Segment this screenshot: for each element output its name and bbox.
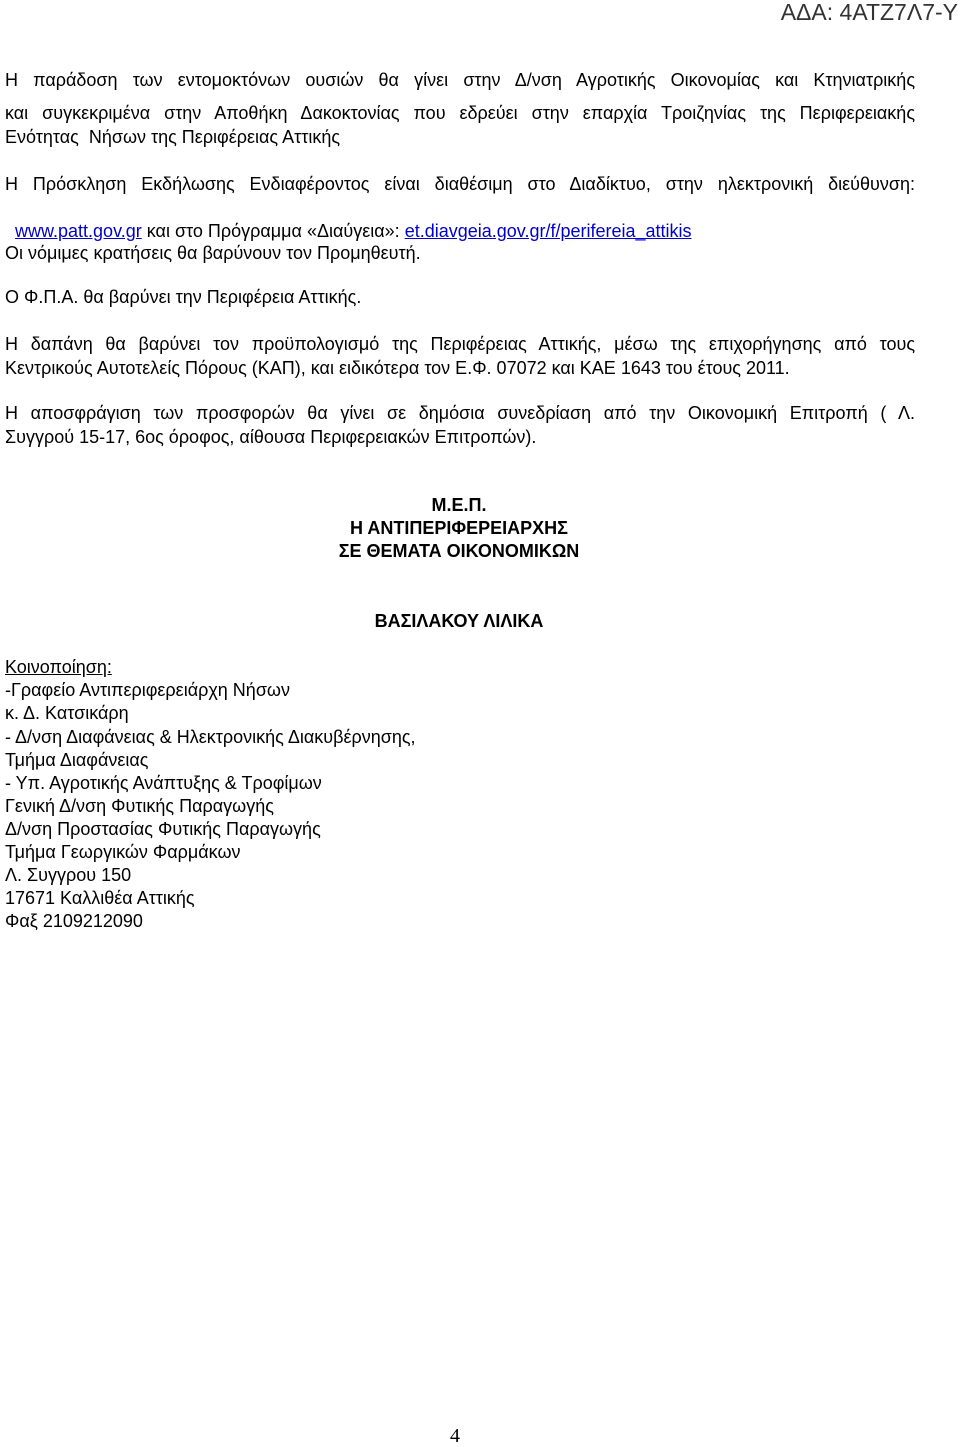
distribution-line: - Υπ. Αγροτικής Ανάπτυξης & Τροφίμων: [5, 773, 322, 793]
delivery-paragraph-line-1: Η παράδοση των εντομοκτόνων ουσιών θα γίνει στην Δ/νση Αγροτικής Οικονομίας και Κτηνιατρικής: [5, 70, 915, 90]
diavgeia-link[interactable]: et.diavgeia.gov.gr/f/perifereia_attikis: [404, 221, 692, 241]
delivery-paragraph-line-3: Ενότητας Νήσων της Περιφέρειας Αττικής: [5, 127, 341, 147]
signature-org: Μ.Ε.Π.: [431, 495, 487, 515]
invitation-paragraph-line-1: Η Πρόσκληση Εκδήλωσης Ενδιαφέροντος είναι διαθέσιμη στο Διαδίκτυο, στην ηλεκτρονική διεύθυνση:: [5, 174, 915, 194]
distribution-line: Δ/νση Προστασίας Φυτικής Παραγωγής: [5, 819, 321, 839]
invitation-paragraph-line-2: [5, 195, 692, 241]
expense-paragraph-line-2: Κεντρικούς Αυτοτελείς Πόρους (ΚΑΠ), και ειδικότερα τον Ε.Φ. 07072 και ΚΑΕ 1643 του έτους 2011.: [5, 358, 790, 378]
distribution-line: Γενική Δ/νση Φυτικής Παραγωγής: [5, 796, 274, 816]
vat-paragraph: Ο Φ.Π.Α. θα βαρύνει την Περιφέρεια Αττικής.: [5, 287, 362, 307]
delivery-paragraph-line-2: και συγκεκριμένα στην Αποθήκη Δακοκτονίας που εδρεύει στην επαρχία Τροιζηνίας της Περιφερειακής: [5, 103, 915, 123]
distribution-line: - Δ/νση Διαφάνειας & Ηλεκτρονικής Διακυβέρνησης,: [5, 727, 416, 747]
distribution-line: Τμήμα Διαφάνειας: [5, 750, 149, 770]
signature-title: Η ΑΝΤΙΠΕΡΙΦΕΡΕΙΑΡΧΗΣ: [350, 518, 568, 538]
signatory-name: ΒΑΣΙΛΑΚΟΥ ΛΙΛΙΚΑ: [374, 611, 544, 631]
invitation-mid-text: και στο Πρόγραμμα «Διαύγεια»:: [141, 221, 405, 241]
signature-subtitle: ΣΕ ΘΕΜΑΤΑ ΟΙΚΟΝΟΜΙΚΩΝ: [338, 541, 580, 561]
distribution-line: κ. Δ. Κατσικάρη: [5, 703, 129, 723]
distribution-line: Φαξ 2109212090: [5, 911, 143, 931]
deductions-paragraph: Οι νόμιμες κρατήσεις θα βαρύνουν τον Προμηθευτή.: [5, 243, 421, 263]
distribution-line: 17671 Καλλιθέα Αττικής: [5, 888, 195, 908]
opening-paragraph-line-2: Συγγρού 15-17, 6ος όροφος, αίθουσα Περιφερειακών Επιτροπών).: [5, 427, 537, 447]
distribution-label: Κοινοποίηση:: [5, 657, 112, 677]
page-number: 4: [450, 1425, 460, 1447]
distribution-line: Τμήμα Γεωργικών Φαρμάκων: [5, 842, 241, 862]
document-ada-id: ΑΔΑ: 4ΑΤΖ7Λ7-Υ: [780, 0, 958, 25]
expense-paragraph-line-1: Η δαπάνη θα βαρύνει τον προϋπολογισμό της Περιφέρειας Αττικής, μέσω της επιχορήγησης από τους: [5, 334, 915, 354]
distribution-line: -Γραφείο Αντιπεριφερειάρχη Νήσων: [5, 680, 290, 700]
patt-website-link[interactable]: www.patt.gov.gr: [15, 221, 142, 241]
opening-paragraph-line-1: Η αποσφράγιση των προσφορών θα γίνει σε δημόσια συνεδρίαση από την Οικονομική Επιτροπή ( Λ.: [5, 403, 915, 423]
distribution-line: Λ. Συγγρου 150: [5, 865, 132, 885]
